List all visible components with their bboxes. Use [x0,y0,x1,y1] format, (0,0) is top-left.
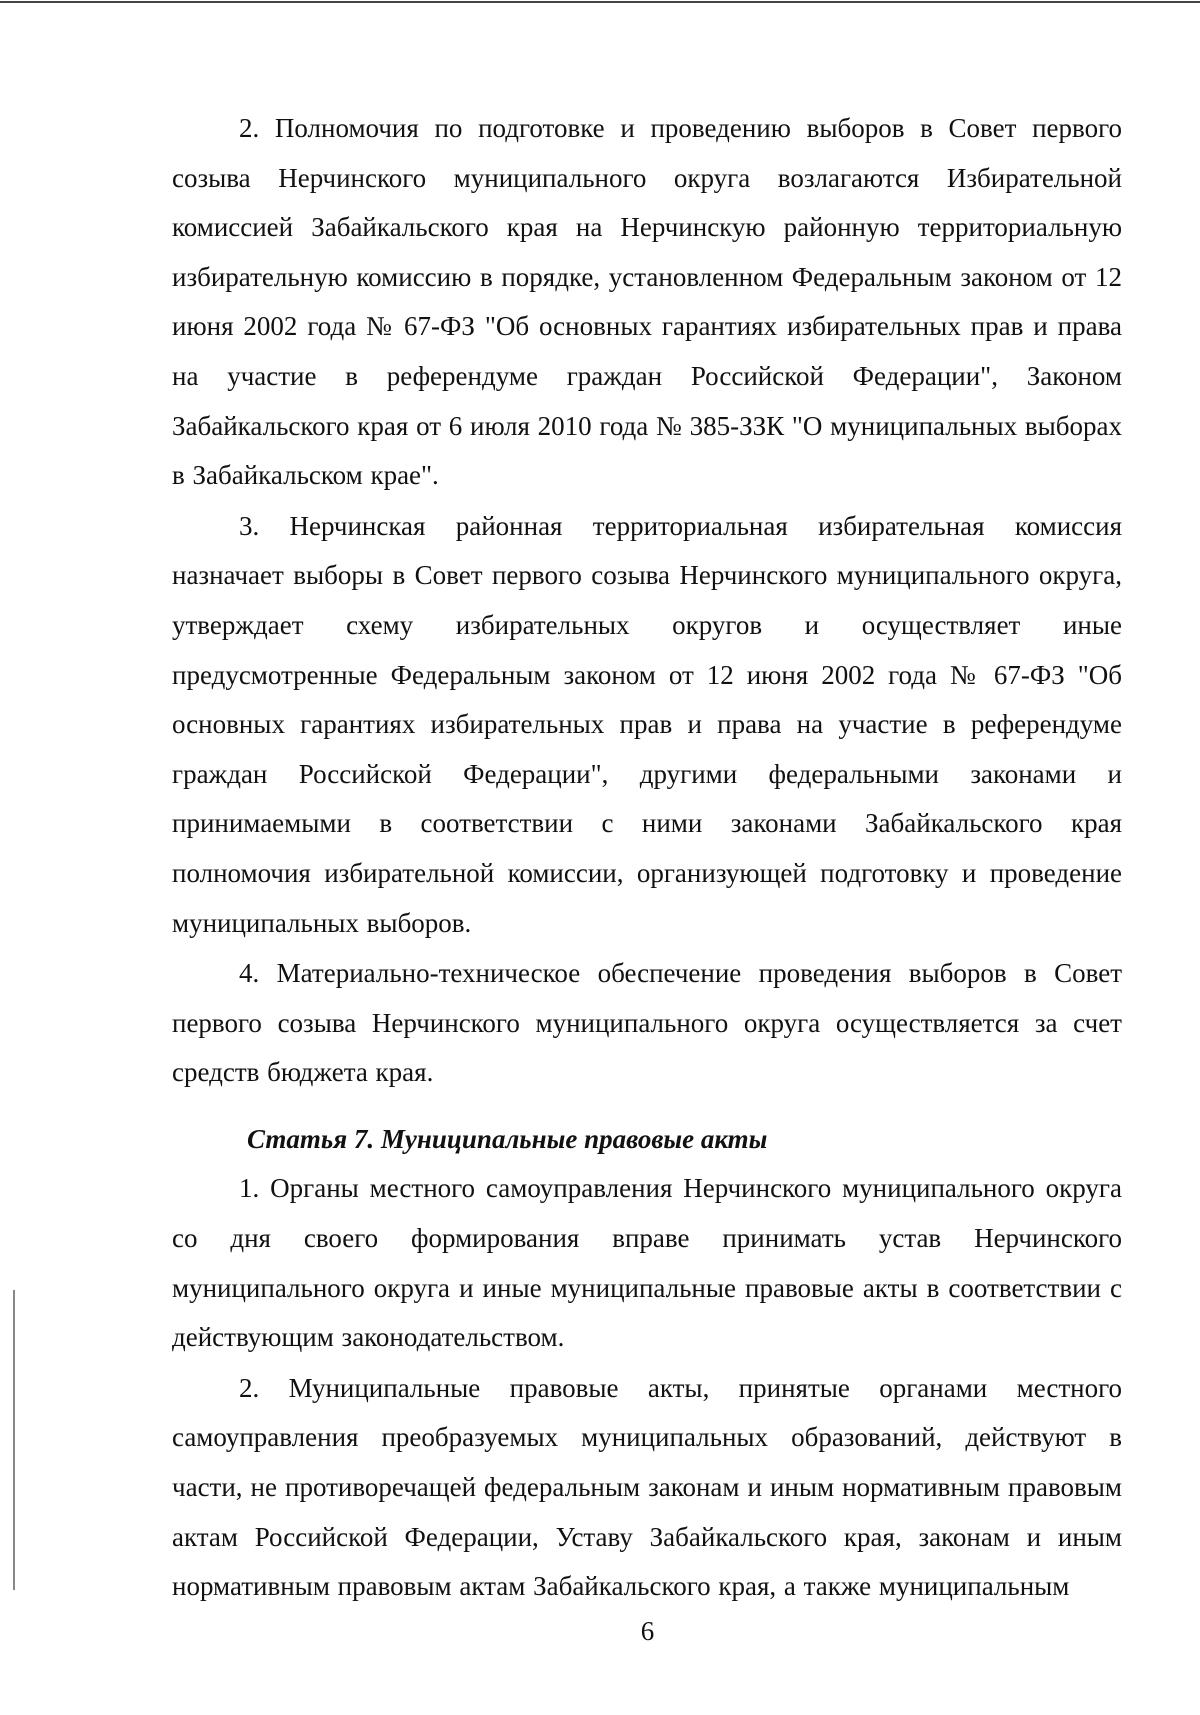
paragraph-item-3: 3. Нерчинская районная территориальная избирательная комиссия назначает выборы в Совет первого созыва Нерчинского муниципального округа, утверждает схему избирательных округов и осуществляет иные предусмотренные Федеральным законом от 12 июня 2002 года № 67-ФЗ "Об основных гарантиях избирательных прав и права на участие в референдуме граждан Российской Федерации", другими федеральными законами и принимаемыми в соответствии с ними законами Забайкальского края полномочия избирательной комиссии, организующей подготовку и проведение муниципальных выборов. [172,510,1122,938]
article-paragraph-1: 1. Органы местного самоуправления Нерчинского муниципального округа со дня своего формирования вправе принимать устав Нерчинского муниципального округа и иные муниципальные правовые акты в соответствии с действующим законодательством. [172,1173,1122,1353]
paragraph-item-2: 2. Полномочия по подготовке и проведению выборов в Совет первого созыва Нерчинского муниципального округа возлагаются Избирательной комиссией Забайкальского края на Нерчинскую районную территориальную избирательную комиссию в порядке, установленном Федеральным законом от 12 июня 2002 года № 67-ФЗ "Об основных гарантиях избирательных прав и права на участие в референдуме граждан Российской Федерации", Законом Забайкальского края от 6 июля 2010 года № 385-ЗЗК "О муниципальных выборах в Забайкальском крае". [172,113,1122,491]
document-body [172,104,1122,1612]
article-heading: Статья 7. Муниципальные правовые акты [247,1123,768,1154]
paragraph-item-4: 4. Материально-техническое обеспечение проведения выборов в Совет первого созыва Нерчинского муниципального округа осуществляется за счет средств бюджета края. [172,958,1122,1088]
article-paragraph-2: 2. Муниципальные правовые акты, принятые органами местного самоуправления преобразуемых муниципальных образований, действуют в части, не противоречащей федеральным законам и иным нормативным правовым актам Российской Федерации, Уставу Забайкальского края, законам и иным нормативным правовым актам Забайкальского края, а также муниципальным [172,1372,1122,1602]
scan-edge-line [0,1,1200,3]
scan-margin-line [13,1290,15,1590]
page-number: 6 [640,1616,655,1646]
